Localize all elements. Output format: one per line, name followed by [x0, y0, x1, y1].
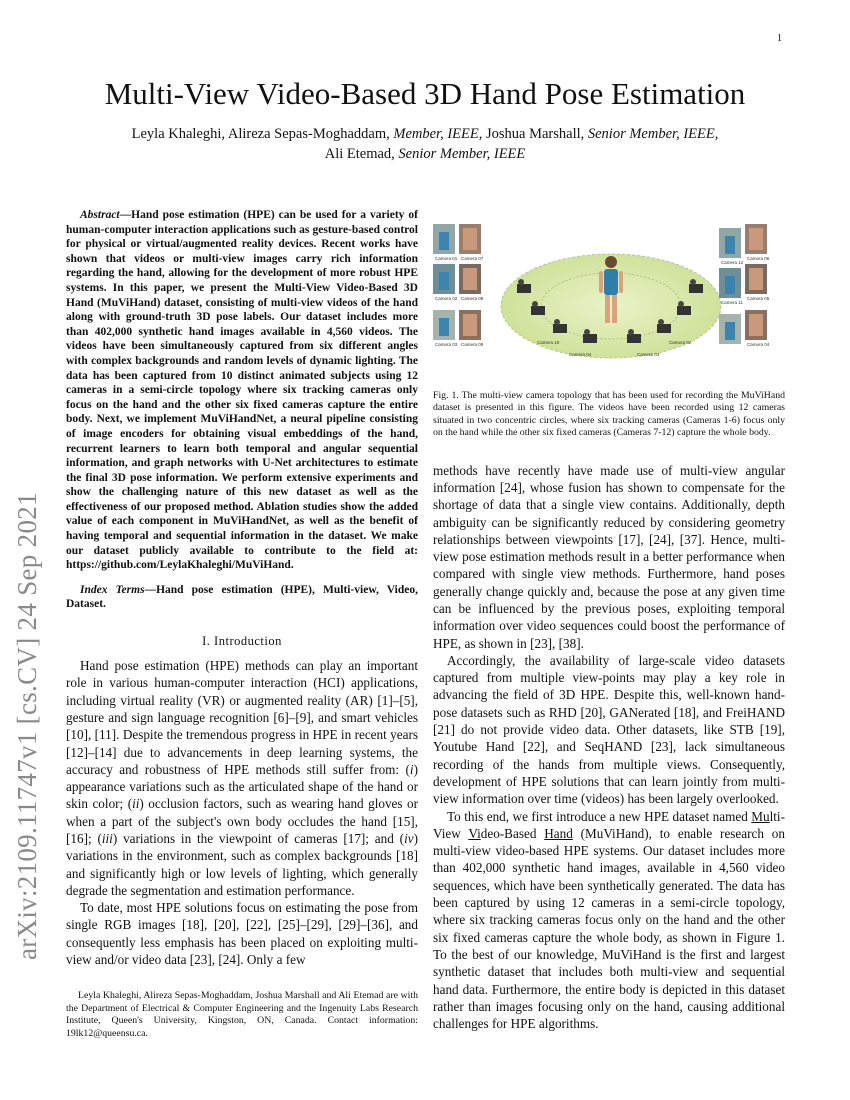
- abstract: [66, 208, 418, 573]
- author-list: [60, 124, 790, 164]
- text-run: ) occlusion factors, such as wearing hand gloves or when a part of the subject's own body occludes the hand [15], [16]; (: [66, 796, 418, 846]
- author-role: Senior Member, IEEE: [587, 126, 715, 142]
- text-run: ii: [132, 796, 140, 812]
- text-run: iv: [404, 831, 414, 846]
- camera-label: Camera 03: [435, 342, 458, 347]
- text-run: ) appearance variations such as the articulated shape of the hand or skin color; (: [66, 761, 418, 812]
- camera-label: Camera 02: [435, 296, 458, 301]
- abstract-label: Abstract: [80, 209, 120, 221]
- authors-line1-b: , Joshua Marshall,: [478, 126, 588, 142]
- camera-label: Camera 04: [747, 342, 770, 347]
- camera-view-thumbnails-right: [719, 224, 767, 344]
- index-terms: [66, 583, 418, 612]
- section-heading-introduction: I. Introduction: [202, 634, 282, 649]
- figure-1-camera-topology: [433, 214, 785, 376]
- camera-label: Camera 08: [461, 296, 484, 301]
- left-column: [66, 208, 418, 968]
- underlined-run: Hand: [544, 825, 573, 841]
- author-role: Senior Member, IEEE: [398, 146, 526, 162]
- text-run: (MuViHand), to enable research on multi-view video-based HPE systems. Our dataset includes more than 402,000 synthetic hand images, available in 4,560 video sequences, which have been synthetically generated. The data has been captured by using 12 cameras in a semi-circle topology, where six tracking cameras focus only on the hand and the other six fixed cameras capture the whole body, as shown in Figure 1. To the best of our knowledge, MuViHand is the first and largest synthetic dataset that includes both multi-view and sequential hand data. Furthermore, the entire body is depicted in this dataset rather than images focusing only on the hand, causing additional challenges for HPE algorithms.: [433, 825, 785, 1032]
- right-column: [433, 208, 785, 1032]
- right-paragraph-2: Accordingly, the availability of large-scale video datasets captured from multiple view-points may play a key role in advancing the field of 3D HPE. Despite this, well-known hand-pose datasets such as RHD [20], GANerated [18], and FreiHAND [21] do not provide video data. Other datasets, like STB [19], Youtube Hand [22], and SeqHAND [23], lack simultaneous recording of the hands from multiple views. Consequently, development of HPE solutions that can learn jointly from multi-view information over time (videos) has been largely overlooked.: [433, 652, 785, 807]
- arxiv-identifier-stamp[interactable]: arXiv:2109.11747v1 [cs.CV] 24 Sep 2021: [12, 492, 42, 960]
- text-run: iii: [101, 831, 113, 846]
- page-number: 1: [777, 33, 782, 44]
- camera-topology-illustration: [433, 214, 785, 376]
- camera-label: Camera 01: [435, 256, 458, 261]
- text-run: deo-Based: [480, 825, 545, 841]
- underlined-run: Mu: [751, 808, 770, 824]
- camera-label: Camera 06: [747, 256, 770, 261]
- camera-view-thumbnails-left: [433, 224, 481, 340]
- underlined-run: Vi: [468, 825, 481, 841]
- camera-label: Camera 04: [569, 352, 592, 357]
- index-terms-label: Index Terms: [80, 583, 145, 596]
- camera-label: Camera 02: [669, 340, 692, 345]
- figure-1-caption: Fig. 1. The multi-view camera topology that has been used for recording the MuViHand dataset is presented in this figure. The videos have been recorded using 12 cameras situated in two concentric circles, where six tracking cameras (Cameras 1-6) focus only on the hand while the other six fixed cameras (Cameras 7-12) capture the whole body.: [433, 390, 785, 439]
- camera-label: Camera 12: [721, 260, 744, 265]
- authors-line1-c: ,: [714, 126, 719, 142]
- right-paragraph-3: [433, 808, 785, 1033]
- author-role: Member, IEEE: [393, 126, 479, 142]
- right-column-body: [433, 462, 785, 1033]
- authors-line1-a: Leyla Khaleghi, Alireza Sepas-Moghaddam,: [131, 126, 394, 142]
- index-terms-text: —Hand pose estimation (HPE), Multi-view, Video, Dataset.: [66, 583, 418, 611]
- camera-label: Camera 10: [537, 340, 560, 345]
- text-run: i: [409, 761, 414, 777]
- camera-label: Camera 11: [721, 300, 743, 305]
- camera-label: Camera 03: [637, 352, 660, 357]
- intro-paragraph-1: [66, 657, 418, 899]
- camera-label: Camera 05: [747, 296, 770, 301]
- author-affiliation-footnote: Leyla Khaleghi, Alireza Sepas-Moghaddam, Joshua Marshall and Ali Etemad are with the Department of Electrical & Computer Engineering and the Ingenuity Labs Research Institute, Queen's University, Kingston, ON, Canada. Contact information: 19lk12@queensu.ca.: [66, 990, 418, 1039]
- text-run: Hand pose estimation (HPE) methods can play an important role in various human-computer interaction (HCI) applications, including virtual reality (VR) or augmented reality (AR) [1]–[5], gesture and sign language recognition [6]–[9], and smart vehicles [10], [11]. Despite the tremendous progress in HPE in recent years [12]–[14] due to advancements in deep learning systems, the accuracy and robustness of HPE methods still suffer from: (: [66, 658, 418, 777]
- intro-paragraph-2: To date, most HPE solutions focus on estimating the pose from single RGB images [18], [20], [22], [25]–[29], [29]–[36], and consequently less emphasis has been placed on exploiting multi-view and/or video data [23], [24]. Only a few: [66, 900, 418, 968]
- text-run: lti-View: [433, 808, 785, 841]
- abstract-text: —Hand pose estimation (HPE) can be used for a variety of human-computer interaction applications such as gesture-based control for physical or virtual/augmented reality devices. Recent works have shown that videos or multi-view images carry rich information regarding the hand, allowing for the development of more robust HPE systems. In this paper, we present the Multi-View Video-Based 3D Hand (MuViHand) dataset, consisting of multi-view videos of the hand along with ground-truth 3D pose labels. Our dataset includes more than 402,000 synthetic hand images available in 4,560 videos. The videos have been simultaneously captured from six different angles with complex backgrounds and random levels of dynamic lighting. The data has been captured from 10 distinct animated subjects using 12 cameras in a semi-circle topology where six tracking cameras only focus on the hand and the other six fixed cameras capture the entire body. Next, we implement MuViHandNet, a neural pipeline consisting of image encoders for obtaining visual embeddings of the hand, recurrent learners to learn both temporal and angular sequential information, and graph networks with U-Net architectures to estimate the final 3D pose information. We perform extensive experiments and show the challenging nature of this new dataset as well as the effectiveness of our proposed method. Ablation studies show the added value of each component in MuViHandNet, as well as the benefit of having temporal and sequential information in the dataset. We make our dataset publicly available to contribute to the field at: https://github.com/LeylaKhaleghi/MuViHand.: [66, 209, 418, 572]
- camera-label: Camera 07: [461, 256, 484, 261]
- text-run: To this end, we first introduce a new HPE dataset named: [447, 808, 752, 824]
- text-run: ) variations in the environment, such as complex backgrounds [18] and significantly high or low levels of lighting, which generally degrade the segmentation and estimation performance.: [66, 831, 418, 898]
- text-run: ) variations in the viewpoint of cameras [17]; and (: [112, 831, 405, 846]
- right-paragraph-1: methods have recently have made use of multi-view angular information [24], whose fusion has shown to compensate for the shortage of data that a single view contains. Additionally, depth ambiguity can be significantly reduced by considering geometry relationships between viewpoints [17], [24], [37]. Hence, multi-view pose estimation methods result in a better performance when compared with single view methods. Furthermore, hand poses generally change quickly and, because the pose at any given time can be influenced by the previous poses, exploiting temporal information over video sequences could boost the performance of HPE, as shown in [23], [38].: [433, 462, 785, 651]
- paper-title: Multi-View Video-Based 3D Hand Pose Estimation: [104, 76, 746, 111]
- authors-line2-a: Ali Etemad,: [324, 146, 399, 162]
- camera-label: Camera 09: [461, 342, 484, 347]
